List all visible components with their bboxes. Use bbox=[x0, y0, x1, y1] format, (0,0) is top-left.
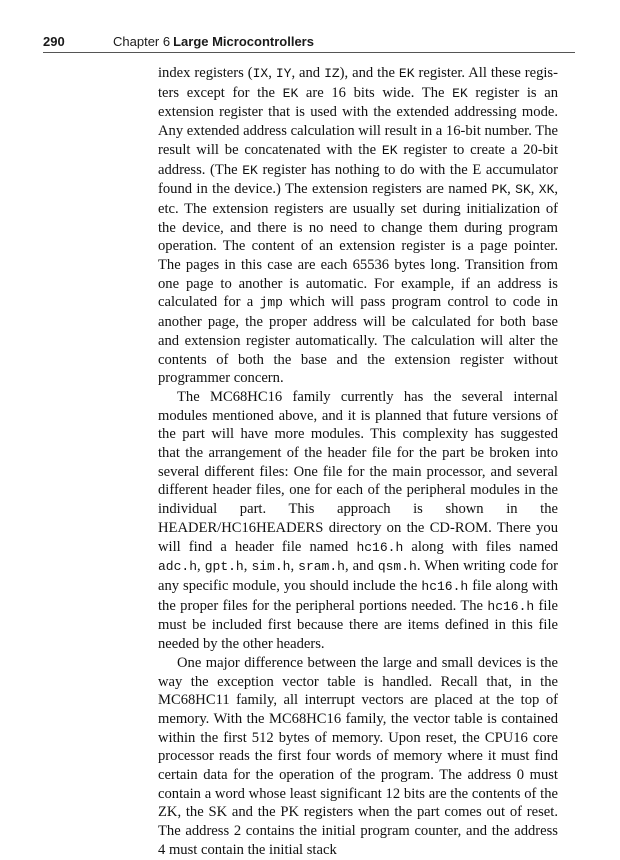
inline-code: hc16.h bbox=[421, 578, 469, 594]
inline-code: sim.h bbox=[251, 559, 291, 575]
inline-code: sram.h bbox=[298, 559, 345, 575]
inline-code: EK bbox=[242, 162, 258, 178]
chapter-heading bbox=[113, 34, 314, 49]
inline-code: SK bbox=[515, 182, 531, 198]
inline-code: hc16.h bbox=[487, 598, 535, 614]
body-text bbox=[158, 64, 558, 860]
paragraph-vector-table: One major difference between the large and small devices is the way the exception vector table is handled. Recall that, in the MC68HC11 family, all interrupt vectors are placed at the top of memory. With the MC68HC16 family, the vector table is contained within the first 512 bytes of memory. Upon reset, the CPU16 core processor reads the first four words of memory where it must find certain data for the operation of the program. The address 0 must contain a word whose least significant 12 bits are the contents of the ZK, the SK and the PK registers when the part comes out of reset. The address 2 contains the initial program counter, and the address 4 must contain the initial stack bbox=[158, 654, 558, 858]
inline-code: hc16.h bbox=[356, 539, 404, 555]
running-header bbox=[43, 32, 575, 53]
inline-code: jmp bbox=[259, 295, 283, 311]
inline-code: IZ bbox=[324, 66, 340, 81]
inline-code: IX bbox=[252, 66, 269, 81]
paragraph-registers: index registers (IX, IY, and IZ), and the EK register. All these registers except for the EK are 16 bits wide. The EK register is an extension register that is used with the extended addressing mode. Any extended address calculation will result in a 16-bit number. The result will be concatenated with the EK register to create a 20-bit address. (The EK register has nothing to do with the E accumulator found in the device.) The extension registers are named PK, SK, XK, etc. The extension registers are usually set during initialization of the device, and there is no need to change them during program operation. The content of an extension register is a page pointer. The pages in this case are each 65536 bytes long. Transition from one page to another is automatic. For example, if an address is calculated for a jmp which will pass program control to code in another page, the proper address will be calculated for both base and extension register automatically. The calculation will alter the contents of both the base and the extension register without programmer concern. bbox=[158, 65, 559, 387]
inline-code: gpt.h bbox=[204, 559, 244, 575]
inline-code: adc.h bbox=[158, 559, 198, 575]
inline-code: qsm.h bbox=[377, 559, 417, 575]
inline-code: PK bbox=[491, 182, 508, 198]
inline-code: IY bbox=[275, 66, 292, 81]
inline-code: EK bbox=[398, 66, 415, 81]
inline-code: XK bbox=[538, 182, 555, 198]
inline-code: EK bbox=[282, 85, 299, 101]
inline-code: EK bbox=[381, 142, 398, 158]
chapter-label: Chapter 6 bbox=[113, 34, 171, 49]
chapter-title: Large Microcontrollers bbox=[173, 34, 314, 49]
page-number: 290 bbox=[43, 34, 65, 49]
paragraph-header-files: The MC68HC16 family currently has the several internal modules mentioned above, and it is planned that future versions of the part will have more modules. This complexity has suggested that the arrangement of the header file for the part be broken into several different files: One file for the main processor, and several different header files, one for each of the peripheral modules in the individual part. This approach is shown in the HEADER/HC16HEADERS directory on the CD-ROM. There you will find a header file named hc16.h along with files named adc.h, gpt.h, sim.h, sram.h, and qsm.h. When writing code for any specific module, you should include the hc16.h file along with the proper files for the peripheral portions needed. The hc16.h file must be included first because there are items defined in this file needed by the other headers. bbox=[158, 388, 558, 653]
inline-code: EK bbox=[452, 85, 468, 101]
